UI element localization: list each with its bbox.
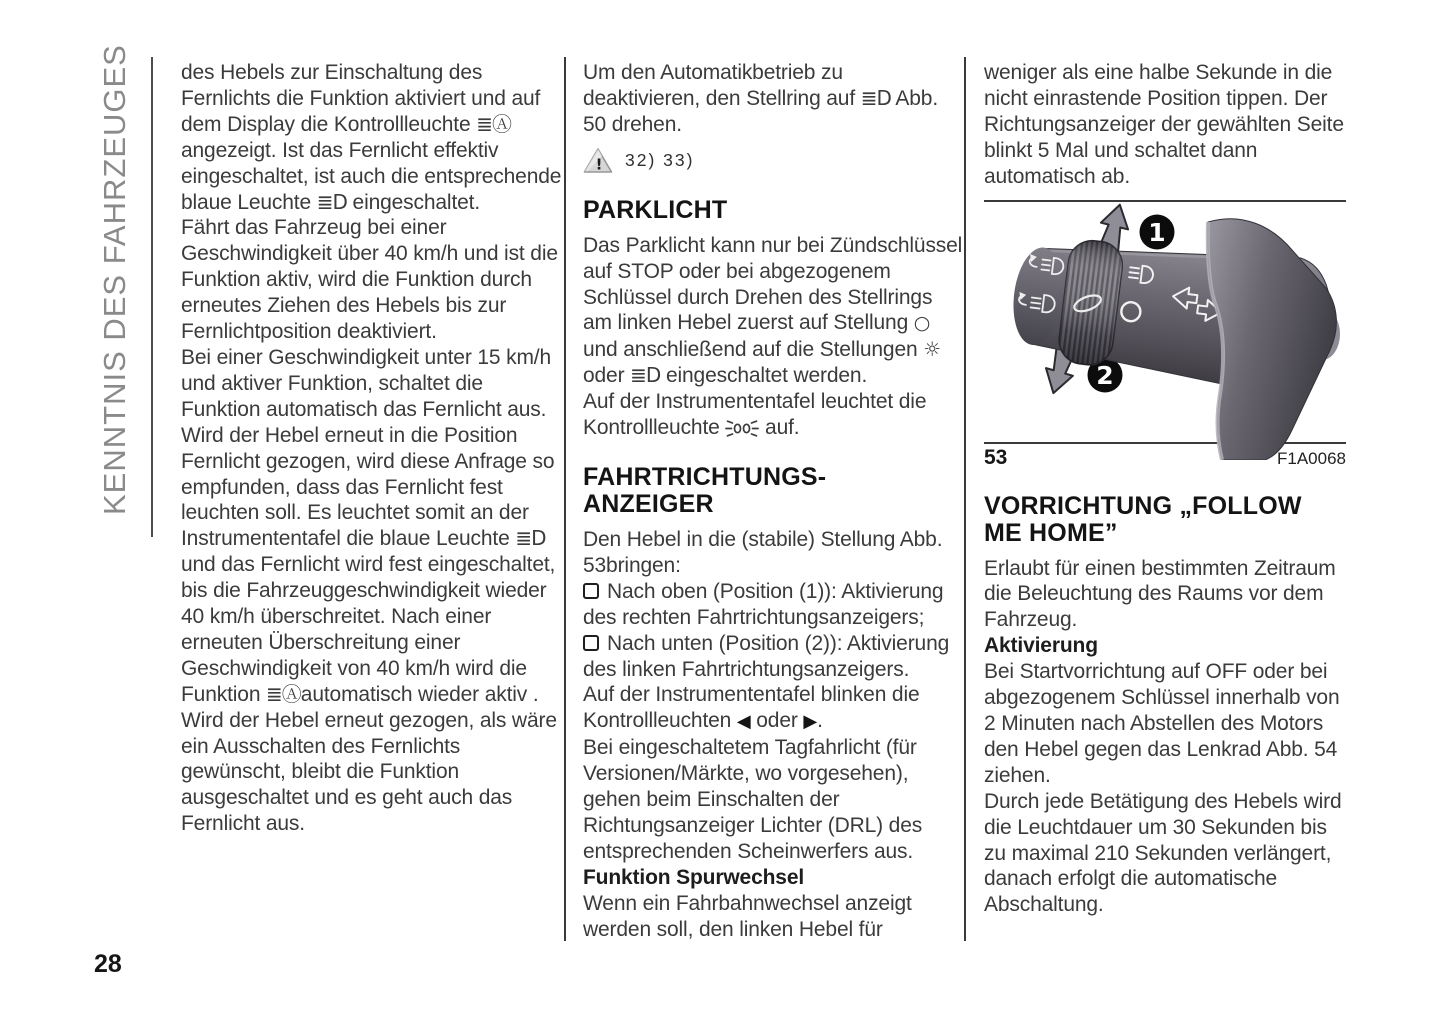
paragraph: Das Parklicht kann nur bei Zündschlüssel auf STOP oder bei abgezogenem Schlüssel durch Drehen des Stellrings am linken Hebel zuerst auf Stellung ○ und anschließend auf die Stellungen ☼ oder ≣D eingeschaltet werden. — [583, 233, 963, 388]
warning-refs: 32) 33) — [625, 149, 695, 170]
ring-off-icon: ○ — [913, 312, 931, 335]
high-beam-icon: ≣D — [515, 526, 546, 551]
paragraph: des Hebels zur Einschaltung des Fernlichts die Funktion aktiviert und auf dem Display die Kontrollleuchte ≣Ⓐ angezeigt. Ist das Fernlicht effektiv eingeschaltet, ist auch die entsprechende blaue Leuchte ≣D eingeschaltet. — [181, 61, 562, 214]
paragraph: Durch jede Betätigung des Hebels wird die Leuchtdauer um 30 Sekunden bis zu maximal 210 Sekunden verlängert, danach erfolgt die automatische Abschaltung. — [984, 789, 1342, 917]
svg-text:1: 1 — [1148, 217, 1166, 247]
figure-code: F1A0068 — [1277, 448, 1346, 468]
paragraph: weniger als eine halbe Sekunde in die nicht einrastende Position tippen. Der Richtungsanzeiger der gewählten Seite blinkt 5 Mal und schaltet dann automatisch ab. — [984, 61, 1344, 188]
side-light-icon: ☼ — [923, 337, 941, 362]
paragraph: Fährt das Fahrzeug bei einer Geschwindigkeit über 40 km/h und ist die Funktion aktiv, wird die Funktion durch erneutes Ziehen des Hebels bis zur Fernlichtposition deaktiviert. — [181, 216, 558, 344]
section-heading: FAHRTRICHTUNGS- ANZEIGER — [583, 462, 827, 518]
figure-number: 53 — [984, 445, 1008, 469]
text-column-2 — [583, 60, 964, 942]
sub-heading: Aktivierung — [984, 634, 1098, 658]
paragraph: Um den Automatikbetrieb zu deaktivieren, den Stellring auf ≣D Abb. 50 drehen. — [583, 61, 939, 136]
sub-heading: Funktion Spurwechsel — [583, 865, 805, 889]
paragraph: Den Hebel in die (stabile) Stellung Abb. 53bringen: — [583, 527, 943, 577]
right-arrow-icon: ▶ — [803, 711, 818, 733]
bullet-item: Nach oben (Position (1)): Aktivierung des rechten Fahrtrichtungsanzeigers; — [583, 579, 944, 629]
text-column-3 — [984, 60, 1346, 918]
paragraph: Erlaubt für einen bestimmten Zeitraum die Beleuchtung des Raums vor dem Fahrzeug. — [984, 556, 1336, 632]
figure-caption — [984, 446, 1346, 470]
paragraph: Auf der Instrumententafel blinken die Kontrollleuchten ◀ oder ▶. — [583, 683, 920, 733]
section-heading: PARKLICHT — [583, 195, 728, 224]
high-beam-icon: ≣D — [860, 85, 891, 110]
bullet-item: Nach unten (Position (2)): Aktivierung des linken Fahrtrichtungsanzeigers. — [583, 631, 950, 681]
paragraph: Auf der Instrumententafel leuchtet die Kontrollleuchte auf. — [583, 390, 927, 440]
left-arrow-icon: ◀ — [736, 711, 751, 733]
warning-triangle-icon — [583, 147, 613, 174]
paragraph: Wird der Hebel erneut gezogen, als wäre ein Ausschalten des Fernlichts gewünscht, bleibt die Funktion ausgeschaltet und es geht auch das Fernlicht aus. — [181, 708, 557, 836]
paragraph: Bei Startvorrichtung auf OFF oder bei abgezogenem Schlüssel innerhalb von 2 Minuten nach Abstellen des Motors den Hebel gegen das Lenkrad Abb. 54 ziehen. — [984, 660, 1340, 787]
lever-arm — [1208, 218, 1337, 459]
svg-text:2: 2 — [1096, 360, 1114, 390]
square-bullet-icon — [583, 635, 599, 651]
parking-light-icon — [725, 420, 759, 437]
figure-53 — [984, 200, 1346, 470]
text-column-1 — [181, 60, 564, 837]
stalk-illustration — [984, 202, 1346, 460]
low-beam-icon: ≣D — [630, 363, 661, 388]
section-heading: VORRICHTUNG „FOLLOW ME HOME” — [984, 491, 1302, 547]
square-bullet-icon — [583, 583, 599, 599]
paragraph: Wenn ein Fahrbahnwechsel anzeigt werden soll, den linken Hebel für — [583, 891, 912, 941]
paragraph: Bei einer Geschwindigkeit unter 15 km/h und aktiver Funktion, schaltet die Funktion automatisch das Fernlicht aus. Wird der Hebel erneut in die Position Fernlicht gezogen, wird diese Anfrage so empfunden, dass das Fernlicht fest leuchten soll. Es leuchtet somit an der Instrumententafel die blaue Leuchte ≣D und das Fernlicht wird fest eingeschaltet, bis die Fahrzeuggeschwindigkeit wieder 40 km/h überschreitet. Nach einer erneuten Überschreitung einer Geschwindigkeit von 40 km/h wird die Funktion ≣Ⓐautomatisch wieder aktiv . — [181, 345, 556, 706]
page-number: 28 — [94, 950, 122, 978]
paragraph: Bei eingeschaltetem Tagfahrlicht (für Versionen/Märkte, wo vorgesehen), gehen beim Einschalten der Richtungsanzeiger Lichter (DRL) des entsprechenden Scheinwerfers aus. — [583, 736, 923, 863]
svg-text:!: ! — [595, 155, 603, 174]
sidebar-rule — [151, 57, 153, 537]
high-beam-icon: ≣D — [316, 189, 347, 214]
position-1-badge — [1140, 214, 1175, 249]
sidebar-chapter-title: KENNTNIS DES FAHRZEUGES — [97, 44, 132, 515]
high-beam-auto-icon: ≣Ⓐ — [476, 111, 511, 136]
high-beam-auto-icon: ≣Ⓐ — [266, 681, 301, 706]
column-divider-1 — [564, 57, 566, 941]
warning-note — [583, 147, 964, 174]
column-divider-2 — [964, 57, 966, 941]
